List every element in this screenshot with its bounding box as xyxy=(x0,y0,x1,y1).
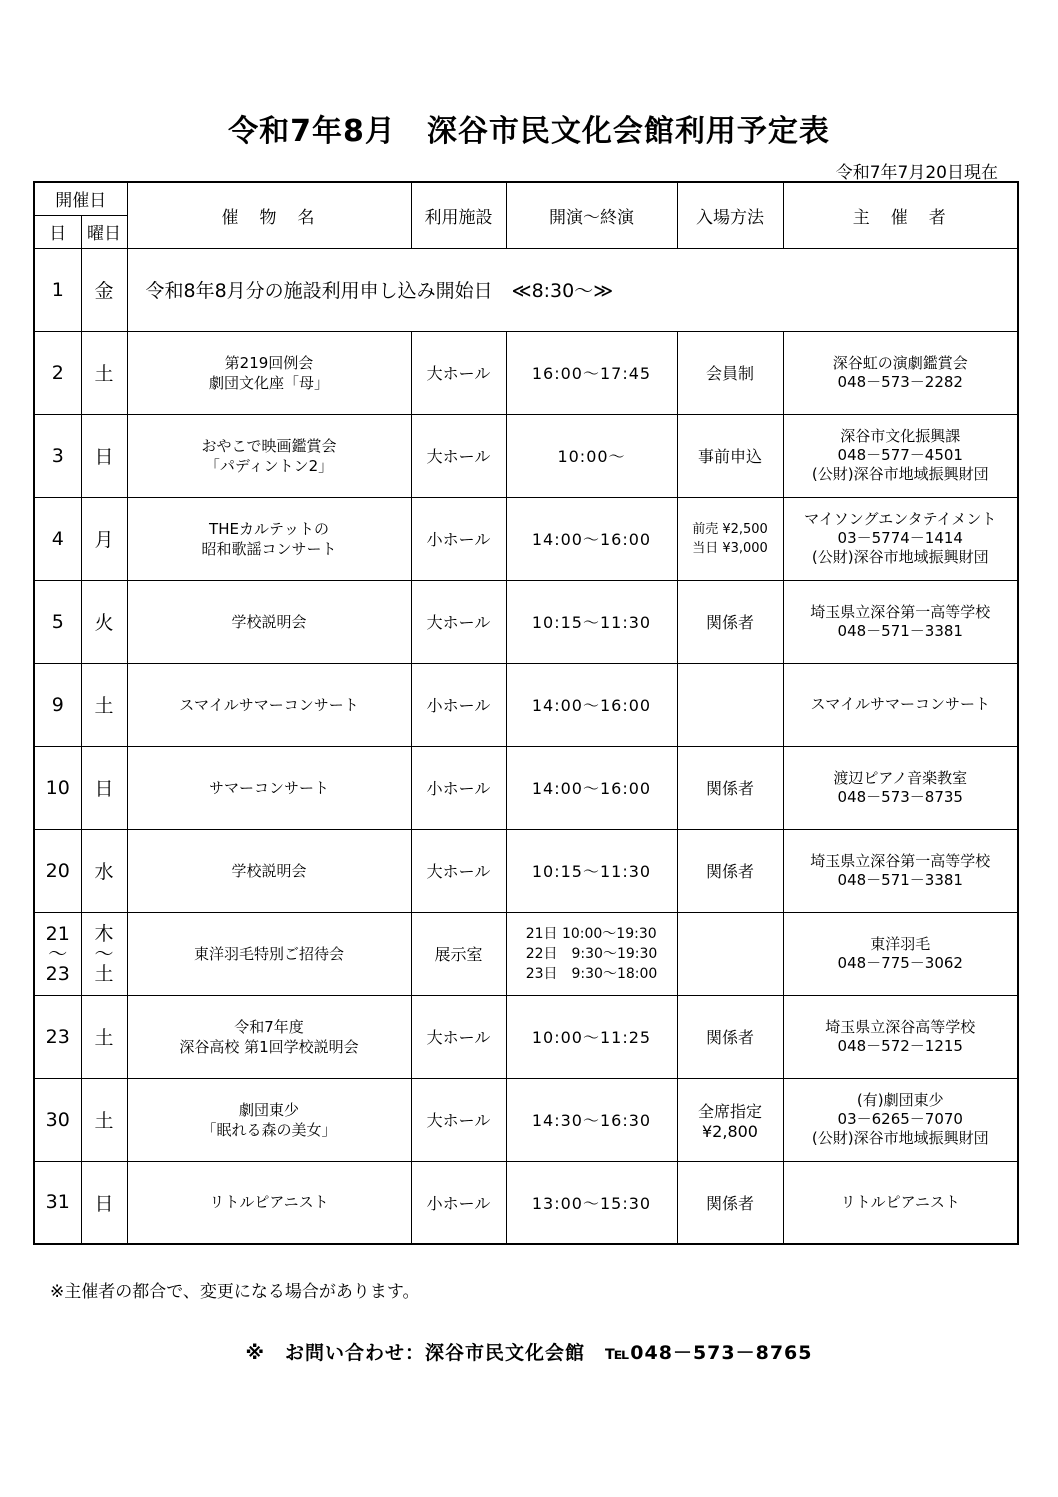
day-cell: 31 xyxy=(34,1161,81,1244)
weekday-cell: 水 xyxy=(81,829,127,912)
day-cell: 3 xyxy=(34,414,81,497)
weekday-cell: 土 xyxy=(81,995,127,1078)
event-name-cell: 劇団東少 「眠れる森の美女」 xyxy=(127,1078,411,1161)
schedule-row xyxy=(34,414,1018,497)
facility-cell: 小ホール xyxy=(411,663,506,746)
remark-note: ※主催者の都合で、変更になる場合があります。 xyxy=(50,1282,420,1302)
facility-cell: 大ホール xyxy=(411,1078,506,1161)
facility-cell: 大ホール xyxy=(411,995,506,1078)
time-cell: 14:30～16:30 xyxy=(506,1078,677,1161)
time-cell: 16:00～17:45 xyxy=(506,331,677,414)
event-name-cell: THEカルテットの 昭和歌謡コンサート xyxy=(127,497,411,580)
entry-method-cell xyxy=(677,663,783,746)
facility-cell: 大ホール xyxy=(411,331,506,414)
entry-method-cell: 関係者 xyxy=(677,829,783,912)
host-cell: リトルピアニスト xyxy=(783,1161,1018,1244)
facility-cell: 大ホール xyxy=(411,580,506,663)
event-name-cell: 学校説明会 xyxy=(127,829,411,912)
host-cell: 渡辺ピアノ音楽教室 048－573－8735 xyxy=(783,746,1018,829)
schedule-table xyxy=(33,181,1019,1245)
header-facility: 利用施設 xyxy=(411,182,506,248)
header-row-top xyxy=(34,182,1018,215)
weekday-cell: 日 xyxy=(81,414,127,497)
host-cell: 埼玉県立深谷第一高等学校 048－571－3381 xyxy=(783,580,1018,663)
event-name-cell: 東洋羽毛特別ご招待会 xyxy=(127,912,411,995)
entry-method-cell: 関係者 xyxy=(677,995,783,1078)
time-cell: 14:00～16:00 xyxy=(506,663,677,746)
facility-cell: 小ホール xyxy=(411,1161,506,1244)
weekday-cell: 日 xyxy=(81,746,127,829)
weekday-cell: 木 ～ 土 xyxy=(81,912,127,995)
day-cell: 2 xyxy=(34,331,81,414)
weekday-cell: 土 xyxy=(81,1078,127,1161)
header-date-group: 開催日 xyxy=(34,182,127,215)
time-cell: 13:00～15:30 xyxy=(506,1161,677,1244)
day-cell: 10 xyxy=(34,746,81,829)
host-cell: マイソングエンタテイメント 03－5774－1414 (公財)深谷市地域振興財団 xyxy=(783,497,1018,580)
notice-row xyxy=(34,248,1018,331)
contact-info: ※ お問い合わせ：深谷市民文化会館 ℡048－573－8765 xyxy=(245,1342,813,1364)
header-weekday: 曜日 xyxy=(81,215,127,248)
entry-method-cell: 会員制 xyxy=(677,331,783,414)
event-name-cell: リトルピアニスト xyxy=(127,1161,411,1244)
day-cell: 20 xyxy=(34,829,81,912)
host-cell: 深谷虹の演劇鑑賞会 048－573－2282 xyxy=(783,331,1018,414)
day-cell: 21 ～ 23 xyxy=(34,912,81,995)
day-cell: 4 xyxy=(34,497,81,580)
schedule-row xyxy=(34,1161,1018,1244)
schedule-row xyxy=(34,497,1018,580)
entry-method-cell: 関係者 xyxy=(677,1161,783,1244)
event-name-cell: 令和7年度 深谷高校 第1回学校説明会 xyxy=(127,995,411,1078)
entry-method-cell: 前売 ¥2,500 当日 ¥3,000 xyxy=(677,497,783,580)
host-cell: 埼玉県立深谷高等学校 048－572－1215 xyxy=(783,995,1018,1078)
entry-method-cell xyxy=(677,912,783,995)
entry-method-cell: 関係者 xyxy=(677,580,783,663)
facility-cell: 展示室 xyxy=(411,912,506,995)
event-name-cell: 学校説明会 xyxy=(127,580,411,663)
header-day: 日 xyxy=(34,215,81,248)
facility-cell: 大ホール xyxy=(411,829,506,912)
event-name-cell: サマーコンサート xyxy=(127,746,411,829)
schedule-row xyxy=(34,1078,1018,1161)
header-event: 催 物 名 xyxy=(127,182,411,248)
host-cell: 東洋羽毛 048－775－3062 xyxy=(783,912,1018,995)
weekday-cell: 金 xyxy=(81,248,127,331)
time-cell: 14:00～16:00 xyxy=(506,746,677,829)
event-name-cell: 第219回例会 劇団文化座「母」 xyxy=(127,331,411,414)
header-entry: 入場方法 xyxy=(677,182,783,248)
facility-cell: 大ホール xyxy=(411,414,506,497)
weekday-cell: 土 xyxy=(81,663,127,746)
entry-method-cell: 全席指定 ¥2,800 xyxy=(677,1078,783,1161)
time-cell: 21日 10:00～19:30 22日 9:30～19:30 23日 9:30～18:00 xyxy=(506,912,677,995)
time-cell: 10:15～11:30 xyxy=(506,829,677,912)
host-cell: スマイルサマーコンサート xyxy=(783,663,1018,746)
weekday-cell: 月 xyxy=(81,497,127,580)
weekday-cell: 土 xyxy=(81,331,127,414)
entry-method-cell: 事前申込 xyxy=(677,414,783,497)
schedule-row xyxy=(34,331,1018,414)
schedule-row xyxy=(34,829,1018,912)
schedule-row xyxy=(34,746,1018,829)
time-cell: 14:00～16:00 xyxy=(506,497,677,580)
host-cell: (有)劇団東少 03－6265－7070 (公財)深谷市地域振興財団 xyxy=(783,1078,1018,1161)
day-cell: 1 xyxy=(34,248,81,331)
host-cell: 埼玉県立深谷第一高等学校 048－571－3381 xyxy=(783,829,1018,912)
weekday-cell: 日 xyxy=(81,1161,127,1244)
host-cell: 深谷市文化振興課 048－577－4501 (公財)深谷市地域振興財団 xyxy=(783,414,1018,497)
event-name-cell: おやこで映画鑑賞会 「パディントン2」 xyxy=(127,414,411,497)
schedule-row xyxy=(34,663,1018,746)
day-cell: 5 xyxy=(34,580,81,663)
weekday-cell: 火 xyxy=(81,580,127,663)
day-cell: 9 xyxy=(34,663,81,746)
day-cell: 30 xyxy=(34,1078,81,1161)
day-cell: 23 xyxy=(34,995,81,1078)
time-cell: 10:00～ xyxy=(506,414,677,497)
schedule-row xyxy=(34,995,1018,1078)
facility-cell: 小ホール xyxy=(411,497,506,580)
event-name-cell: スマイルサマーコンサート xyxy=(127,663,411,746)
as-of-date: 令和7年7月20日現在 xyxy=(835,163,998,183)
time-cell: 10:15～11:30 xyxy=(506,580,677,663)
page-title: 令和7年8月 深谷市民文化会館利用予定表 xyxy=(228,114,830,149)
facility-cell: 小ホール xyxy=(411,746,506,829)
entry-method-cell: 関係者 xyxy=(677,746,783,829)
application-notice: 令和8年8月分の施設利用申し込み開始日 ≪8:30～≫ xyxy=(127,248,1018,331)
time-cell: 10:00～11:25 xyxy=(506,995,677,1078)
header-host: 主 催 者 xyxy=(783,182,1018,248)
header-time: 開演～終演 xyxy=(506,182,677,248)
schedule-row xyxy=(34,580,1018,663)
schedule-row xyxy=(34,912,1018,995)
